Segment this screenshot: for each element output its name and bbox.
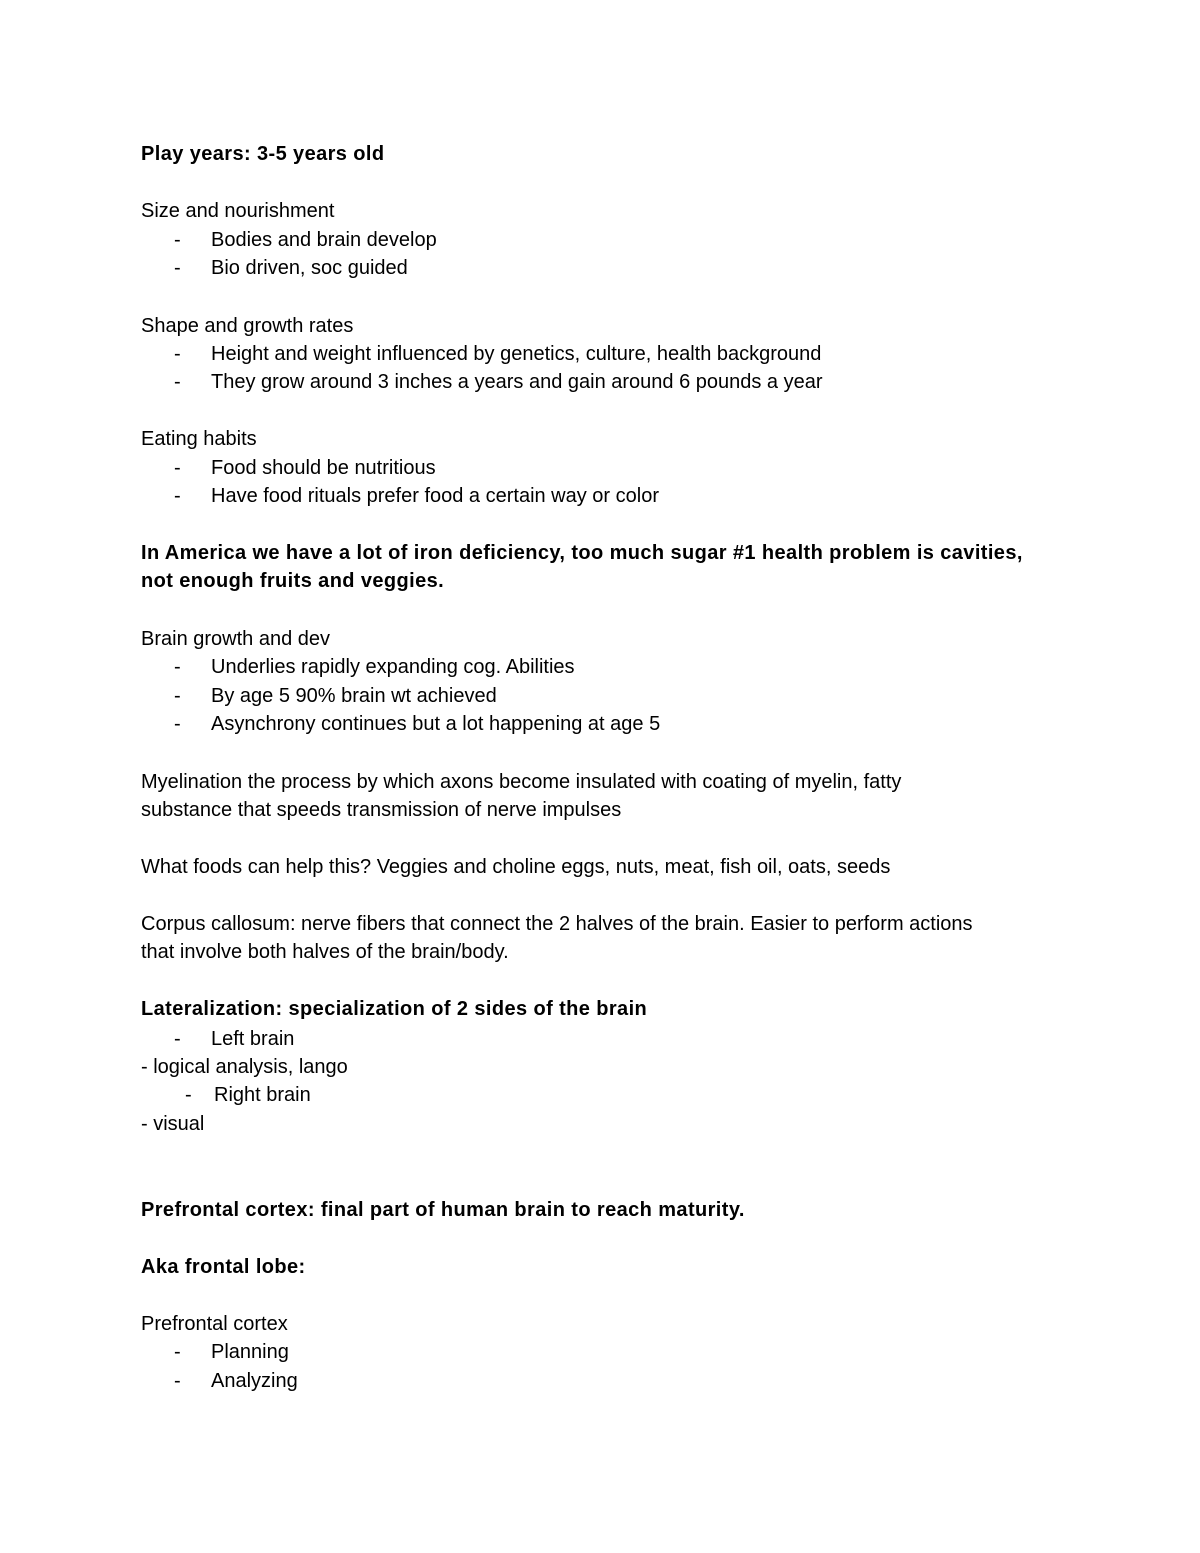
aka-frontal-lobe: Aka frontal lobe: (141, 1256, 306, 1278)
right-brain-detail: - visual (141, 1113, 205, 1135)
prefrontal-statement: Prefrontal cortex: final part of human brain to reach maturity. (141, 1199, 745, 1221)
bullet-dash: - (174, 229, 181, 251)
bullet-dash: - (174, 371, 181, 393)
bullet-item: Have food rituals prefer food a certain way or color (211, 485, 659, 507)
section-heading-eating: Eating habits (141, 428, 257, 450)
section-heading-brain: Brain growth and dev (141, 628, 331, 650)
corpus-callosum-line1: Corpus callosum: nerve fibers that connect the 2 halves of the brain. Easier to perform actions (141, 913, 973, 935)
left-brain-item: Left brain (211, 1028, 295, 1050)
page-title: Play years: 3-5 years old (141, 143, 385, 165)
bullet-item: By age 5 90% brain wt achieved (211, 685, 497, 707)
bullet-dash: - (174, 257, 181, 279)
bullet-dash: - (174, 713, 181, 735)
bullet-dash: - (174, 1341, 181, 1363)
bullet-dash: - (174, 685, 181, 707)
america-note-line2: not enough fruits and veggies. (141, 570, 445, 592)
bullet-dash: - (174, 1370, 181, 1392)
bullet-dash: - (185, 1084, 192, 1106)
bullet-item: Bodies and brain develop (211, 229, 437, 251)
section-heading-prefrontal: Prefrontal cortex (141, 1313, 288, 1335)
lateralization-heading: Lateralization: specialization of 2 sides of the brain (141, 998, 648, 1020)
bullet-item: Analyzing (211, 1370, 298, 1392)
america-note-line1: In America we have a lot of iron deficiency, too much sugar #1 health problem is cavities, (141, 542, 1023, 564)
bullet-dash: - (174, 457, 181, 479)
left-brain-detail: - logical analysis, lango (141, 1056, 348, 1078)
bullet-item: Asynchrony continues but a lot happening at age 5 (211, 713, 661, 735)
bullet-dash: - (174, 656, 181, 678)
myelination-line1: Myelination the process by which axons become insulated with coating of myelin, fatty (141, 771, 902, 793)
bullet-dash: - (174, 485, 181, 507)
foods-line: What foods can help this? Veggies and choline eggs, nuts, meat, fish oil, oats, seeds (141, 856, 891, 878)
bullet-dash: - (174, 1028, 181, 1050)
section-heading-size: Size and nourishment (141, 200, 335, 222)
bullet-item: Planning (211, 1341, 289, 1363)
bullet-item: They grow around 3 inches a years and gain around 6 pounds a year (211, 371, 823, 393)
myelination-line2: substance that speeds transmission of nerve impulses (141, 799, 622, 821)
bullet-item: Food should be nutritious (211, 457, 436, 479)
corpus-callosum-line2: that involve both halves of the brain/body. (141, 941, 509, 963)
bullet-dash: - (174, 343, 181, 365)
right-brain-item: Right brain (214, 1084, 311, 1106)
bullet-item: Height and weight influenced by genetics, culture, health background (211, 343, 822, 365)
bullet-item: Underlies rapidly expanding cog. Abilities (211, 656, 575, 678)
section-heading-shape: Shape and growth rates (141, 315, 354, 337)
bullet-item: Bio driven, soc guided (211, 257, 408, 279)
